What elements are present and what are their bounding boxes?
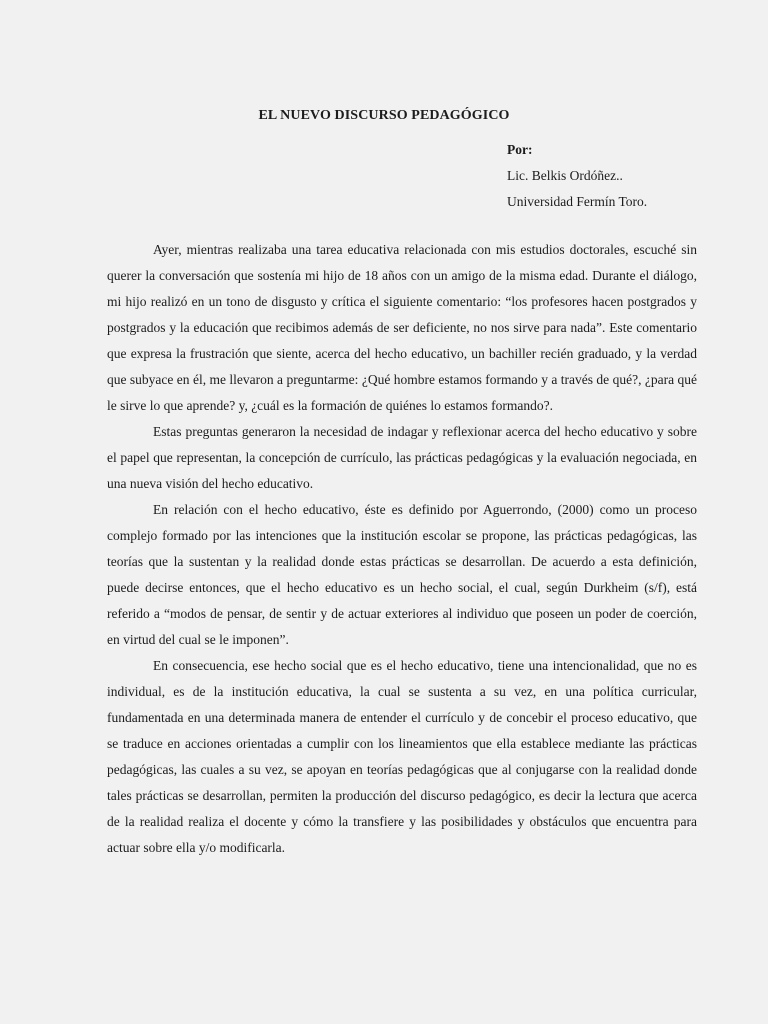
author-label: Por:: [507, 142, 533, 157]
paragraph: En relación con el hecho educativo, éste es definido por Aguerrondo, (2000) como un proceso complejo formado por las intenciones que la institución escolar se propone, las prácticas pedagógicas, las teorías que la sustentan y la realidad donde estas prácticas se desarrollan. De acuerdo a esta definición, puede decirse entonces, que el hecho educativo es un hecho social, el cual, según Durkheim (s/f), está referido a “modos de pensar, de sentir y de actuar exteriores al individuo que poseen un poder de coerción, en virtud del cual se le imponen”.: [107, 502, 697, 647]
author-name: Lic. Belkis Ordóñez..: [507, 168, 623, 183]
paragraph: Ayer, mientras realizaba una tarea educativa relacionada con mis estudios doctorales, escuché sin querer la conversación que sostenía mi hijo de 18 años con un amigo de la misma edad. Durante el diálogo, mi hijo realizó en un tono de disgusto y crítica el siguiente comentario: “los profesores hacen postgrados y postgrados y la educación que recibimos además de ser deficiente, no nos sirve para nada”. Este comentario que expresa la frustración que siente, acerca del hecho educativo, un bachiller recién graduado, y la verdad que subyace en él, me llevaron a preguntarme: ¿Qué hombre estamos formando y a través de qué?, ¿para qué le sirve lo que aprende? y, ¿cuál es la formación de quiénes lo estamos formando?.: [107, 242, 697, 413]
author-block: [507, 137, 647, 215]
paragraph: En consecuencia, ese hecho social que es el hecho educativo, tiene una intencionalidad, que no es individual, es de la institución educativa, la cual se sustenta a su vez, en una política curricular, fundamentada en una determinada manera de entender el currículo y de concebir el proceso educativo, que se traduce en acciones orientadas a cumplir con los lineamientos que ella establece mediante las prácticas pedagógicas, las cuales a su vez, se apoyan en teorías pedagógicas que al conjugarse con la realidad donde tales prácticas se desarrollan, permiten la producción del discurso pedagógico, es decir la lectura que acerca de la realidad realiza el docente y cómo la transfiere y las posibilidades y obstáculos que encuentra para actuar sobre ella y/o modificarla.: [107, 658, 697, 855]
document-title: EL NUEVO DISCURSO PEDAGÓGICO: [258, 108, 510, 123]
document-body: [107, 237, 697, 861]
author-institution: Universidad Fermín Toro.: [507, 194, 648, 209]
paragraph: Estas preguntas generaron la necesidad de indagar y reflexionar acerca del hecho educativo y sobre el papel que representan, la concepción de currículo, las prácticas pedagógicas y la evaluación negociada, en una nueva visión del hecho educativo.: [107, 424, 697, 491]
